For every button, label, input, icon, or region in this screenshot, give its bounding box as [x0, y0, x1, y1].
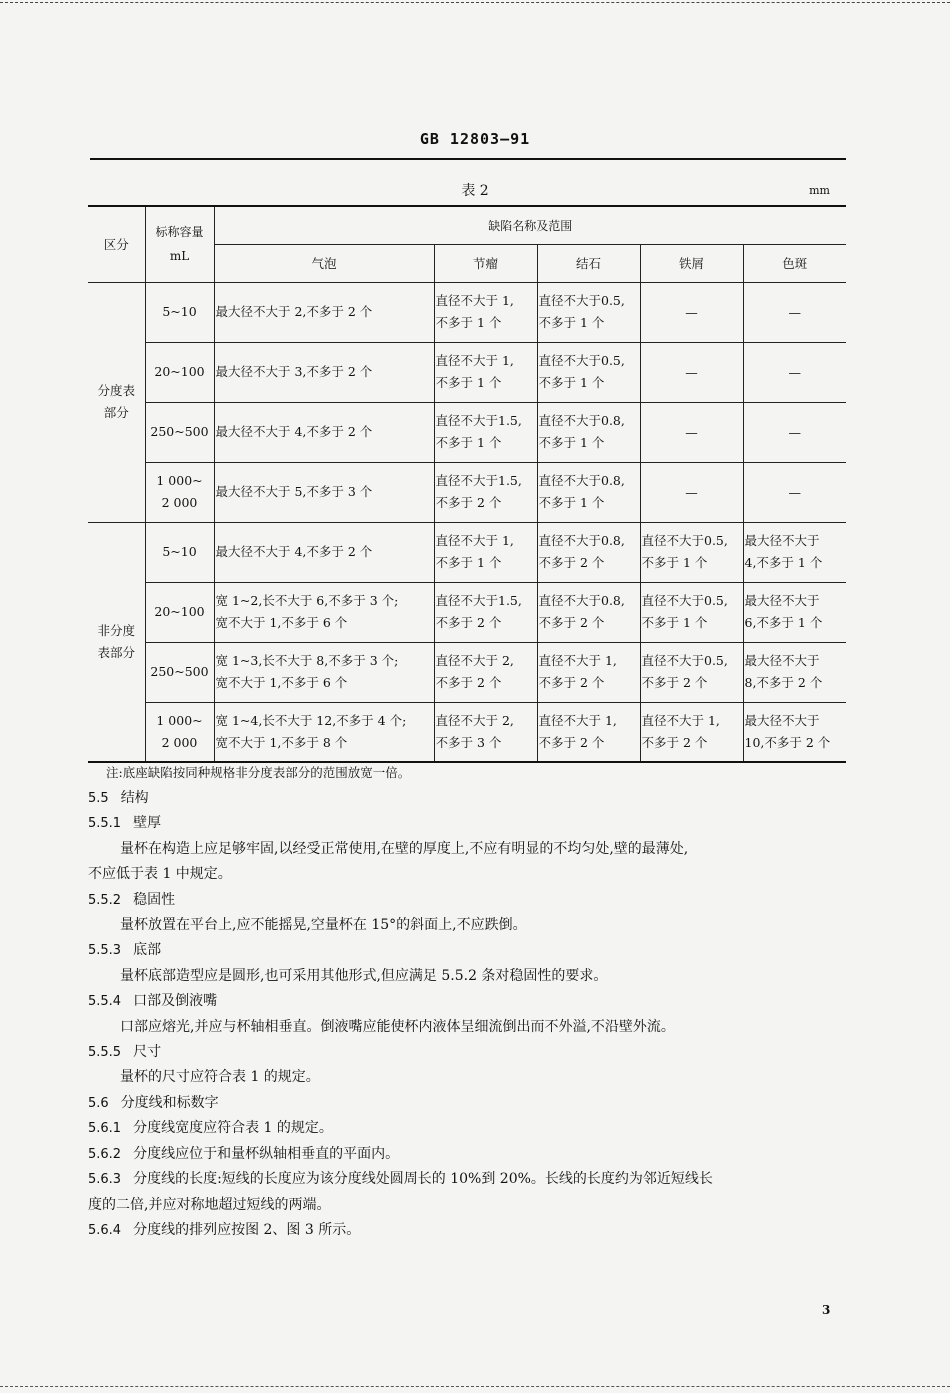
paragraph-line: 口部应熔光,并应与杯轴相垂直。倒液嘴应能使杯内液体呈细流倒出而不外溢,不沿壁外流。	[120, 1018, 675, 1035]
stone-cell-line: 直径不大于0.5,	[538, 353, 625, 368]
bubble-cell	[214, 402, 434, 462]
capacity-cell-line: 5~10	[162, 304, 197, 319]
stone-cell	[537, 522, 640, 582]
knot-cell-line: 不多于 1 个	[435, 375, 502, 390]
section-heading	[88, 1040, 848, 1065]
section-number: 5.6.2	[88, 1146, 122, 1162]
section-heading	[88, 811, 848, 836]
stone-cell-line: 直径不大于 1,	[538, 712, 617, 728]
stone-cell-line: 不多于 2 个	[538, 734, 605, 750]
bubble-cell	[214, 642, 434, 702]
iron-cell	[640, 342, 743, 402]
header-rule	[90, 158, 846, 160]
table-caption: 表 2	[461, 183, 489, 199]
paragraph-line	[88, 1167, 848, 1192]
stone-cell	[537, 702, 640, 762]
section-number: 5.5.2	[88, 892, 122, 908]
iron-cell-line: —	[685, 484, 698, 500]
color-cell	[743, 702, 846, 762]
iron-cell-line: —	[685, 364, 698, 380]
stone-cell	[537, 642, 640, 702]
section-heading	[88, 989, 848, 1014]
section-title: 分度线的长度:短线的长度应为该分度线处圆周长的 10%到 20%。长线的长度约为邻近短线长	[133, 1171, 713, 1188]
color-cell-line: 4,不多于 1 个	[744, 555, 823, 570]
section-heading	[88, 888, 848, 913]
body-text	[88, 786, 848, 1243]
capacity-cell	[145, 462, 214, 522]
section-label-line: 分度表	[97, 383, 135, 398]
table-row	[88, 342, 846, 402]
knot-cell-line: 不多于 3 个	[435, 734, 502, 750]
knot-cell-line: 直径不大于 1,	[435, 533, 514, 548]
stone-cell-line: 不多于 2 个	[538, 555, 605, 570]
color-cell-line: 8,不多于 2 个	[744, 675, 823, 690]
header-stone: 结石	[537, 244, 640, 282]
stone-cell-line: 直径不大于0.8,	[538, 413, 625, 428]
knot-cell	[434, 282, 537, 342]
section-number: 5.6	[88, 1095, 109, 1111]
knot-cell-line: 直径不大于 2,	[435, 653, 514, 668]
capacity-cell-line: 1 000~	[156, 473, 203, 488]
capacity-cell	[145, 522, 214, 582]
paragraph-line: 量杯在构造上应足够牢固,以经受正常使用,在壁的厚度上,不应有明显的不均匀处,壁的最薄处,	[120, 840, 689, 857]
bubble-cell	[214, 702, 434, 762]
capacity-cell	[145, 342, 214, 402]
paragraph-line: 量杯底部造型应是圆形,也可采用其他形式,但应满足 5.5.2 条对稳固性的要求。	[120, 967, 608, 984]
section-label-line: 非分度	[97, 622, 135, 638]
color-cell-line: —	[788, 424, 802, 440]
section-number: 5.5.4	[88, 994, 122, 1010]
page-number: 3	[822, 1303, 831, 1317]
iron-cell	[640, 462, 743, 522]
defect-table	[88, 205, 846, 763]
color-cell	[743, 282, 846, 342]
iron-cell-line: 直径不大于0.5,	[641, 533, 728, 548]
color-cell	[743, 642, 846, 702]
section-number: 5.5.3	[88, 943, 122, 959]
knot-cell	[434, 402, 537, 462]
section-heading	[88, 1142, 848, 1167]
iron-cell	[640, 642, 743, 702]
section-title: 分度线和标数字	[120, 1094, 219, 1111]
section-heading	[88, 1116, 848, 1141]
stone-cell	[537, 582, 640, 642]
knot-cell-line: 直径不大于1.5,	[435, 413, 522, 428]
paragraph-line: 度的二倍,并应对称地超过短线的两端。	[88, 1196, 331, 1213]
color-cell-line: 最大径不大于	[744, 712, 820, 728]
header-defect-group: 缺陷名称及范围	[214, 206, 846, 244]
section-heading	[88, 938, 848, 963]
color-cell-line: —	[788, 304, 802, 320]
capacity-cell-line: 20~100	[154, 604, 205, 619]
color-cell-line: —	[788, 364, 802, 380]
knot-cell	[434, 342, 537, 402]
iron-cell-line: 不多于 1 个	[641, 615, 708, 630]
bubble-cell-line: 宽 1~4,长不大于 12,不多于 4 个;	[215, 712, 407, 728]
stone-cell	[537, 462, 640, 522]
knot-cell-line: 直径不大于 1,	[435, 293, 514, 308]
capacity-cell	[145, 402, 214, 462]
bubble-cell	[214, 522, 434, 582]
bubble-cell	[214, 462, 434, 522]
section-label-line: 表部分	[97, 644, 135, 660]
iron-cell-line: 直径不大于0.5,	[641, 593, 728, 608]
standard-number: GB 12803—91	[419, 130, 531, 148]
scan-edge-bottom	[0, 1386, 950, 1387]
stone-cell	[537, 342, 640, 402]
capacity-cell-line: 2 000	[161, 495, 198, 510]
scan-edge-top	[0, 2, 950, 3]
color-cell-line: 6,不多于 1 个	[744, 615, 823, 630]
stone-cell	[537, 282, 640, 342]
section-heading	[88, 1218, 848, 1243]
knot-cell	[434, 582, 537, 642]
section-number: 5.5	[88, 791, 109, 806]
capacity-cell	[145, 642, 214, 702]
knot-cell-line: 不多于 1 个	[435, 315, 502, 330]
table-row	[88, 462, 846, 522]
stone-cell-line: 直径不大于 1,	[538, 653, 617, 668]
table-row	[88, 702, 846, 762]
bubble-cell-line: 最大径不大于 3,不多于 2 个	[215, 364, 373, 379]
bubble-cell	[214, 342, 434, 402]
color-cell-line: 最大径不大于	[744, 653, 820, 668]
capacity-cell-line: 2 000	[161, 734, 198, 750]
color-cell	[743, 522, 846, 582]
iron-cell-line: —	[685, 424, 698, 440]
capacity-cell-line: 5~10	[162, 544, 197, 559]
iron-cell-line: —	[685, 304, 698, 320]
color-cell-line: 最大径不大于	[744, 533, 820, 548]
section-number: 5.6.4	[88, 1222, 122, 1238]
bubble-cell-line: 最大径不大于 4,不多于 2 个	[215, 424, 373, 439]
color-cell-line: 最大径不大于	[744, 593, 820, 608]
capacity-cell	[145, 702, 214, 762]
capacity-cell-line: 20~100	[154, 364, 205, 379]
capacity-cell-line: 1 000~	[156, 712, 203, 728]
knot-cell-line: 不多于 2 个	[435, 495, 502, 510]
section-title: 稳固性	[133, 891, 176, 908]
iron-cell-line: 直径不大于 1,	[641, 712, 720, 728]
header-bubble: 气泡	[214, 244, 434, 282]
stone-cell-line: 不多于 2 个	[538, 675, 605, 690]
section-title: 尺寸	[133, 1044, 162, 1061]
table-row	[88, 282, 846, 342]
color-cell	[743, 582, 846, 642]
stone-cell-line: 不多于 1 个	[538, 375, 605, 390]
header-capacity: 标称容量 mL	[145, 206, 214, 282]
table-note: 注:底座缺陷按同种规格非分度表部分的范围放宽一倍。	[106, 765, 411, 780]
iron-cell	[640, 402, 743, 462]
bubble-cell-line: 最大径不大于 5,不多于 3 个	[215, 484, 373, 499]
section-number: 5.5.1	[88, 816, 122, 832]
capacity-cell	[145, 282, 214, 342]
table-unit: mm	[809, 184, 830, 197]
section-number: 5.5.5	[88, 1045, 122, 1061]
knot-cell-line: 不多于 2 个	[435, 615, 502, 630]
bubble-cell-line: 宽不大于 1,不多于 6 个	[215, 615, 348, 630]
table-row	[88, 522, 846, 582]
stone-cell-line: 直径不大于0.8,	[538, 533, 625, 548]
stone-cell	[537, 402, 640, 462]
section-number: 5.6.1	[88, 1121, 122, 1137]
stone-cell-line: 不多于 2 个	[538, 615, 605, 630]
knot-cell-line: 不多于 1 个	[435, 555, 502, 570]
stone-cell-line: 直径不大于0.8,	[538, 593, 625, 608]
section-number: 5.6.3	[88, 1172, 122, 1188]
header-section: 区分	[88, 206, 145, 282]
capacity-cell-line: 250~500	[150, 424, 209, 439]
section-title: 底部	[133, 942, 162, 959]
color-cell	[743, 402, 846, 462]
paragraph-line: 量杯放置在平台上,应不能摇晃,空量杯在 15°的斜面上,不应跌倒。	[120, 917, 527, 934]
color-cell-line: —	[788, 484, 802, 500]
stone-cell-line: 不多于 1 个	[538, 495, 605, 510]
header-knot: 节瘤	[434, 244, 537, 282]
header-color-spot: 色斑	[743, 244, 846, 282]
iron-cell-line: 不多于 2 个	[641, 675, 708, 690]
capacity-cell	[145, 582, 214, 642]
knot-cell-line: 直径不大于 2,	[435, 712, 514, 728]
iron-cell	[640, 702, 743, 762]
bubble-cell-line: 宽不大于 1,不多于 8 个	[215, 734, 348, 750]
table-row	[88, 582, 846, 642]
color-cell	[743, 462, 846, 522]
section-heading	[88, 1091, 848, 1116]
bubble-cell-line: 最大径不大于 2,不多于 2 个	[215, 304, 373, 319]
paragraph-line: 量杯的尺寸应符合表 1 的规定。	[120, 1069, 320, 1086]
section-heading	[88, 786, 848, 811]
header-iron-filings: 铁屑	[640, 244, 743, 282]
knot-cell-line: 不多于 1 个	[435, 435, 502, 450]
section-label-line: 部分	[103, 405, 129, 420]
knot-cell-line: 不多于 2 个	[435, 675, 502, 690]
bubble-cell-line: 宽不大于 1,不多于 6 个	[215, 675, 348, 690]
paragraph-line: 不应低于表 1 中规定。	[88, 866, 232, 883]
stone-cell-line: 直径不大于0.8,	[538, 473, 625, 488]
bubble-cell-line: 最大径不大于 4,不多于 2 个	[215, 544, 373, 559]
knot-cell-line: 直径不大于1.5,	[435, 593, 522, 608]
iron-cell-line: 不多于 2 个	[641, 734, 708, 750]
stone-cell-line: 直径不大于0.5,	[538, 293, 625, 308]
iron-cell	[640, 582, 743, 642]
bubble-cell	[214, 282, 434, 342]
iron-cell	[640, 282, 743, 342]
table-row	[88, 402, 846, 462]
stone-cell-line: 不多于 1 个	[538, 315, 605, 330]
section-label	[88, 282, 145, 522]
bubble-cell-line: 宽 1~3,长不大于 8,不多于 3 个;	[215, 653, 399, 668]
section-title: 分度线的排列应按图 2、图 3 所示。	[133, 1221, 361, 1238]
section-title: 分度线宽度应符合表 1 的规定。	[133, 1120, 333, 1137]
knot-cell	[434, 642, 537, 702]
iron-cell-line: 直径不大于0.5,	[641, 653, 728, 668]
section-title: 壁厚	[133, 815, 162, 832]
section-title: 分度线应位于和量杯纵轴相垂直的平面内。	[133, 1145, 400, 1162]
capacity-cell-line: 250~500	[150, 664, 209, 679]
table-body	[88, 282, 846, 762]
knot-cell-line: 直径不大于 1,	[435, 353, 514, 368]
bubble-cell	[214, 582, 434, 642]
section-title: 口部及倒液嘴	[133, 993, 218, 1010]
color-cell-line: 10,不多于 2 个	[744, 734, 831, 750]
knot-cell	[434, 462, 537, 522]
stone-cell-line: 不多于 1 个	[538, 435, 605, 450]
section-title: 结构	[120, 790, 149, 806]
iron-cell-line: 不多于 1 个	[641, 555, 708, 570]
knot-cell	[434, 702, 537, 762]
color-cell	[743, 342, 846, 402]
section-label	[88, 522, 145, 762]
table-row	[88, 642, 846, 702]
bubble-cell-line: 宽 1~2,长不大于 6,不多于 3 个;	[215, 593, 399, 608]
knot-cell	[434, 522, 537, 582]
knot-cell-line: 直径不大于1.5,	[435, 473, 522, 488]
iron-cell	[640, 522, 743, 582]
